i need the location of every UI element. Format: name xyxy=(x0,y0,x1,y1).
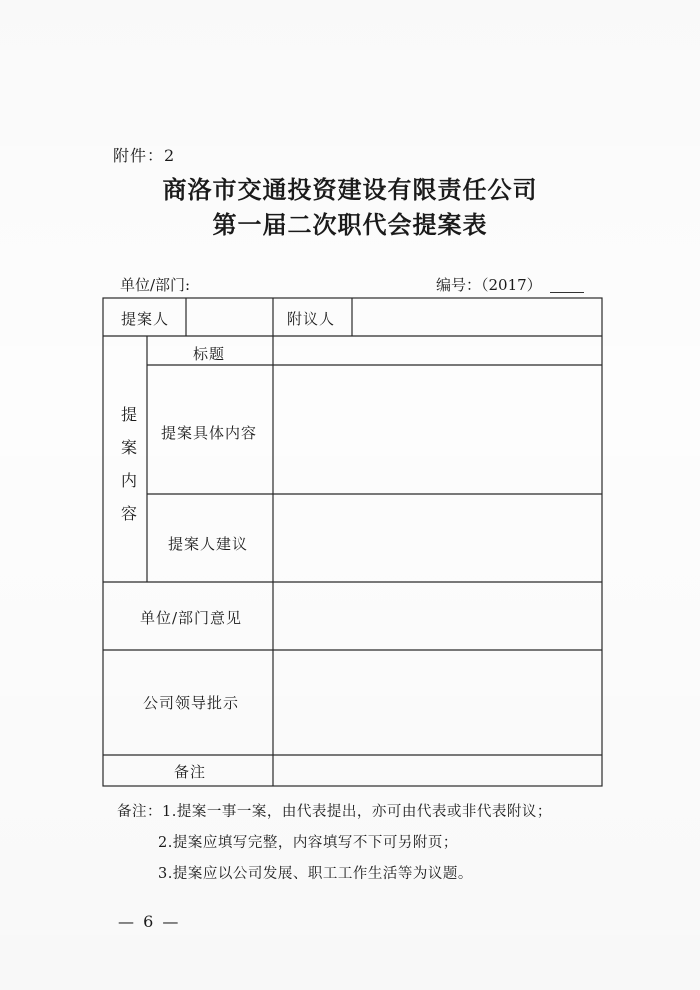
cosigner-field[interactable] xyxy=(353,299,601,335)
title-field[interactable] xyxy=(274,337,601,364)
company-title: 商洛市交通投资建设有限责任公司 xyxy=(162,175,538,204)
note-line-3: 3.提案应以公司发展、职工工作生活等为议题。 xyxy=(158,866,473,882)
proposer-label: 提案人 xyxy=(121,310,170,328)
details-label: 提案具体内容 xyxy=(161,424,258,442)
proposal-content-section-label xyxy=(118,398,140,530)
form-title: 第一届二次职代会提案表 xyxy=(212,210,488,239)
proposal-content-char: 内 xyxy=(120,471,137,490)
cosigner-label: 附议人 xyxy=(287,310,336,328)
remarks-field[interactable] xyxy=(274,756,601,785)
unit-department-label: 单位/部门: xyxy=(120,276,191,294)
note-line-2: 2.提案应填写完整，内容填写不下可另附页； xyxy=(158,835,458,851)
unit-opinion-field[interactable] xyxy=(274,583,601,649)
attachment-label: 附件：2 xyxy=(113,146,176,165)
remarks-label: 备注 xyxy=(174,763,207,781)
page-number: — 6 — xyxy=(118,912,181,931)
proposal-content-char: 容 xyxy=(120,504,137,523)
proposal-content-char: 案 xyxy=(120,438,137,457)
note-line-1: 备注：1.提案一事一案，由代表提出，亦可由代表或非代表附议； xyxy=(117,804,552,820)
title-label: 标题 xyxy=(193,345,226,363)
unit-opinion-label: 单位/部门意见 xyxy=(140,609,243,627)
details-field[interactable] xyxy=(274,366,601,493)
suggestion-label: 提案人建议 xyxy=(168,535,249,553)
leader-approval-field[interactable] xyxy=(274,651,601,754)
serial-number-label: 编号：（2017） xyxy=(436,276,542,294)
proposer-field[interactable] xyxy=(187,299,272,335)
leader-approval-label: 公司领导批示 xyxy=(143,694,240,712)
suggestion-field[interactable] xyxy=(274,495,601,581)
proposal-content-char: 提 xyxy=(120,405,137,424)
